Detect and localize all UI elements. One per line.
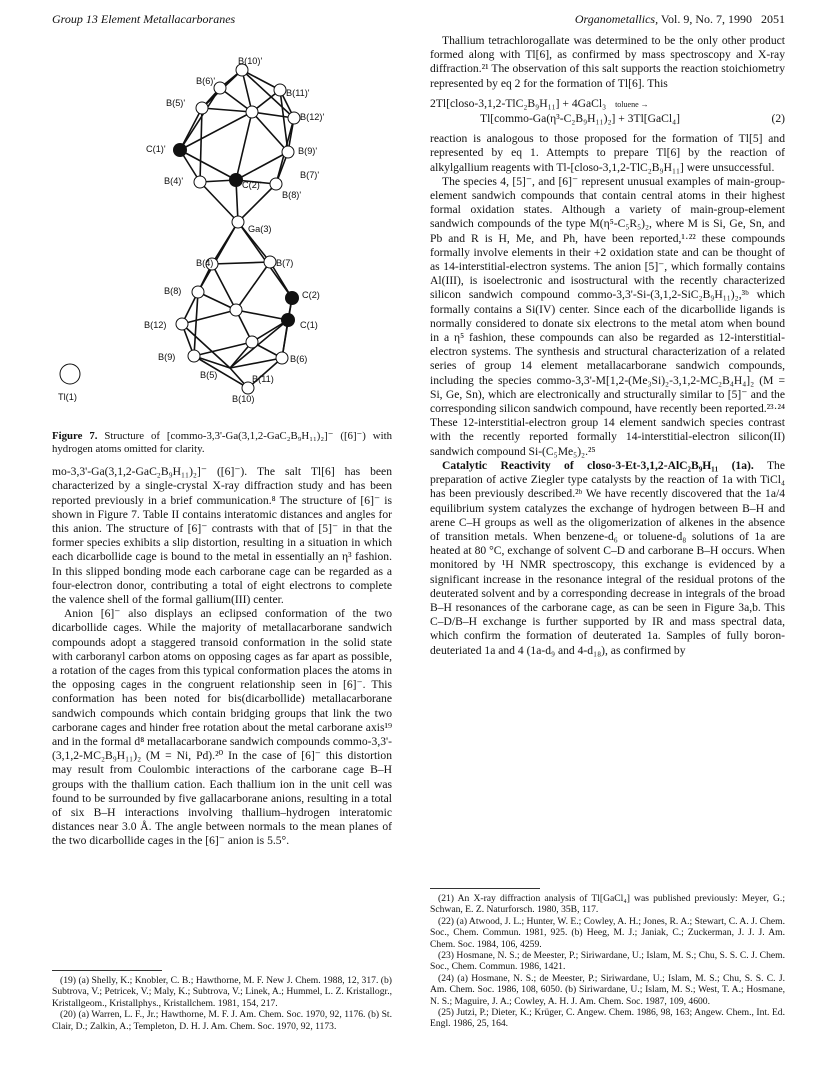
- label-b7-prime: B(7)': [300, 170, 320, 180]
- label-c2-prime: C(2)': [242, 180, 262, 190]
- label-b12: B(12): [144, 320, 167, 330]
- label-b6: B(6): [290, 354, 308, 364]
- label-b10-prime: B(10)': [238, 56, 263, 66]
- running-header-left: Group 13 Element Metallacarboranes: [52, 12, 236, 26]
- label-b7: B(7): [276, 258, 294, 268]
- equation-lhs: 2Tl[closo-3,1,2-TlC₂B₉H₁₁] + 4GaCl₃: [430, 96, 607, 110]
- label-b4-prime: B(4)': [164, 176, 184, 186]
- equation-condition: toluene →: [615, 99, 649, 109]
- label-b8-prime: B(8)': [282, 190, 302, 200]
- figure-7: [52, 52, 392, 412]
- label-b9: B(9): [158, 352, 176, 362]
- figure-caption-text: Structure of [commo-3,3'-Ga(3,1,2-GaC₂B₉H₁₁)₂]⁻ ([6]⁻) with hydrogen atoms omitted for clarity.: [52, 430, 393, 455]
- paragraph: Thallium tetrachlorogallate was determined to be the only other product formed along with Tl[6], as confirmed by mass spectroscopy and X-ray diffraction.²¹ The observation of this salt supports the reaction stoichiometry represented by eq 2 for the formation of Tl[6]. This: [430, 34, 785, 90]
- equation-rhs: Tl[commo-Ga(η³-C₂B₉H₁₁)₂] + 3Tl[GaCl₄]: [480, 112, 681, 126]
- journal-issue: Vol. 9, No. 7, 1990: [660, 12, 752, 26]
- label-tl1: Tl(1): [58, 392, 77, 402]
- paragraph: mo-3,3'-Ga(3,1,2-GaC₂B₉H₁₁)₂]⁻ ([6]⁻). The salt Tl[6] has been characterized by a single-crystal X-ray diffraction study and has been reported previously in a brief communication.⁸ The structure of [6]⁻ is shown in Figure 7. Table II contains interatomic distances and angles for this anion. The structure of [6]⁻ contrasts with that of [5]⁻ in that the former species exhibits a slip distortion, resulting in a situation in which each dicarbollide cage is bound to the metal in essentially an η³ fashion. In this slipped bonding mode each carborane cage can be regarded as a four-electron donor, contributing a total of eight electrons to complete the valence shell of the formal gallium(III) center.: [52, 465, 392, 607]
- label-b12-prime: B(12)': [300, 112, 325, 122]
- figure-caption: [52, 430, 392, 455]
- figure-caption-label: Figure 7.: [52, 430, 98, 442]
- label-c1-prime: C(1)': [146, 144, 166, 154]
- label-b5-prime: B(5)': [166, 98, 186, 108]
- label-b10: B(10): [232, 394, 255, 404]
- label-ga3: Ga(3): [248, 224, 272, 234]
- left-column: [52, 430, 392, 849]
- paragraph: The preparation of active Ziegler type catalysts by the reaction of 1a with TiCl₄ has been previously described.²ᵇ We have recently discovered that the 1a/4 equilibrium system catalyzes the exchange of hydrogen between B–H and arene C–H groups as well as the oligomerization of alkenes in the absence of transition metals. When benzene-d₆ or toluene-d₈ solutions of 1a are heated at 80 °C, exchange of solvent C–D and carborane B–H occurs. When monitored by ¹H NMR spectroscopy, this exchange is evidenced by a significant increase in the resonance integral of the residual protons of the deuterated solvent and by a corresponding decrease in integrals of the broad B–H resonances of the carborane cage, as can be seen in Figure 3a,b. This C–D/B–H exchange is further supported by IR and mass spectral data, which confirm the formation of deuterated 1a. Samples of fully boron-deuteriated 1a and 4 (1a-d₉ and 4-d₁₈), as confirmed by: [430, 458, 785, 657]
- footnote: (20) (a) Warren, L. F., Jr.; Hawthorne, M. F. J. Am. Chem. Soc. 1970, 92, 1176. (b) St. Clair, D.; Zalkin, A.; Templeton, D. H. J. Am. Chem. Soc. 1970, 92, 1173.: [52, 1009, 392, 1032]
- footnote: (25) Jutzi, P.; Dieter, K.; Krüger, C. Angew. Chem. 1986, 98, 163; Angew. Chem., Int. Ed. Engl. 1986, 25, 164.: [430, 1007, 785, 1030]
- paragraph: reaction is analogous to those proposed for the formation of Tl[5] and represented by eq 1. Attempts to prepare Tl[6] by the reaction of alkylgallium reagents with Tl-[closo-3,1,2-TlC₂B₉H₁₁] were unsuccessful.: [430, 132, 785, 174]
- journal-name: Organometallics,: [574, 12, 659, 26]
- right-column: [430, 34, 785, 658]
- paragraph: Anion [6]⁻ also displays an eclipsed conformation of the two dicarbollide cages. While the majority of metallacarborane sandwich compounds adopt a staggered transoid conformation in the solid state with carboranyl carbon atoms on opposing cages as far apart as possible, a rotation of the cages from this typical conformation places the atoms in the opposing cages in the congruent relationship seen in [6]⁻. This conformation has been noted for bis(dicarbollide) metallacarborane sandwich compounds which contain bridging groups that link the two carborane cages and hinder free rotation about the metal carborane axis¹⁹ and in the formal d⁸ metallacarborane sandwich compounds commo-3,3'-(3,1,2-MC₂B₉H₁₁)₂ (M = Ni, Pd).²⁰ In the case of [6]⁻ this distortion may result from Coulombic interactions of the carborane cage B–H groups with the thallium cation. Each thallium ion in the unit cell was found to be surrounded by five gallacarborane anions, resulting in a total of six B–H interactions involving thallium–hydrogen interatomic distances near 3.0 Å. The angle between normals to the mean planes of the two dicarbollide cages in the [6]⁻ anion is 5.5°.: [52, 607, 392, 848]
- footnote: (19) (a) Shelly, K.; Knobler, C. B.; Hawthorne, M. F. New J. Chem. 1988, 12, 317. (b) Subtrova, V.; Petricek, V.; Maly, K.; Subtrova, V.; Linek, A.; Hummel, L. Z. Kristallogr., Kristallgeom., Kristallphys., Kristallchem. 1981, 154, 217.: [52, 975, 392, 1009]
- label-b8: B(8): [164, 286, 182, 296]
- section-heading: Catalytic Reactivity of closo-3-Et-3,1,2-AlC₂B₉H₁₁ (1a).: [442, 458, 754, 472]
- label-b11: B(11): [252, 374, 274, 384]
- footnotes-left: [52, 962, 392, 1032]
- footnotes-right: [430, 880, 785, 1030]
- paragraph: The species 4, [5]⁻, and [6]⁻ represent unusual examples of main-group-element sandwich compounds that contain central atoms in their highest formal oxidation states. Although a variety of main-group-element sandwich compounds of the type M(η⁵-C₅R₅)₂, where M is Si, Ge, Sn, and Pb and R is H, Me, and Ph, have been reported,¹·²² these compounds formally involve elements in their +2 oxidation state and can be thought of as 14-interstitial-electron systems. The anion [5]⁻, which formally contains Al(III), is isoelectronic and isostructural with the recently characterized silicon sandwich compound commo-3,3'-Si-(3,1,2-SiC₂B₉H₁₁)₂,³ᵇ which formally contains a Si(IV) center. Since each of the dicarbollide ligands is normally considered to donate six electrons to the metal atom when bound in a η⁵ fashion, these compounds can also be regarded as 12-interstitial-electron systems. The synthesis and structural characterization of a related series of group 14 element metallacarborane sandwich compounds, including the species commo-3,3'-M[1,2-(Me₃Si)₂-3,1,2-MC₂B₄H₄]₂ (M = Si, Ge, Sn), which are electronically and structurally similar to [5]⁻ and the corresponding silicon sandwich compound, have recently been reported.²³·²⁴ These 12-interstitial-electron group 14 element sandwich species contrast with the recently reported formally 14-interstitial-electron silicon(II) sandwich compound Si-(C₅Me₅)₂.²⁵: [430, 174, 785, 458]
- label-b4: B(4): [196, 258, 214, 268]
- label-b11-prime: B(11)': [286, 88, 310, 98]
- label-b5: B(5): [200, 370, 218, 380]
- running-header-right: [575, 12, 785, 27]
- footnote-rule: [430, 888, 540, 889]
- footnote: (22) (a) Atwood, J. L.; Hunter, W. E.; Cowley, A. H.; Jones, R. A.; Stewart, C. A. J. Chem. Soc., Chem. Commun. 1981, 925. (b) Heeg, M. J.; Janiak, C.; Zuckerman, J. J. J. Am. Chem. Soc. 1984, 106, 4259.: [430, 915, 785, 950]
- footnote: (24) (a) Hosmane, N. S.; de Meester, P.; Siriwardane, U.; Islam, M. S.; Chu, S. S. C. J. Am. Chem. Soc. 1986, 108, 6050. (b) Siriwardane, U.; Islam, M. S.; West, T. A.; Hosmane, N. S.; Maguire, J. A.; Cowley, A. H. J. Am. Chem. Soc. 1987, 109, 4600.: [430, 972, 785, 1007]
- label-b9-prime: B(9)': [298, 146, 318, 156]
- footnote-rule: [52, 970, 162, 971]
- molecular-structure-diagram: [52, 52, 392, 412]
- equation-number: (2): [771, 112, 785, 126]
- equation-2: [430, 97, 785, 126]
- label-c1: C(1): [300, 320, 318, 330]
- page-number: 2051: [761, 12, 785, 26]
- label-b6-prime: B(6)': [196, 76, 216, 86]
- footnote: (23) Hosmane, N. S.; de Meester, P.; Siriwardane, U.; Islam, M. S.; Chu, S. S. C. J. Chem. Soc., Chem. Commun. 1986, 1421.: [430, 950, 785, 973]
- footnote: (21) An X-ray diffraction analysis of Tl[GaCl₄] was published previously: Meyer, G.; Schwan, E. Z. Naturforsch. 1980, 35B, 117.: [430, 893, 785, 916]
- label-c2: C(2): [302, 290, 320, 300]
